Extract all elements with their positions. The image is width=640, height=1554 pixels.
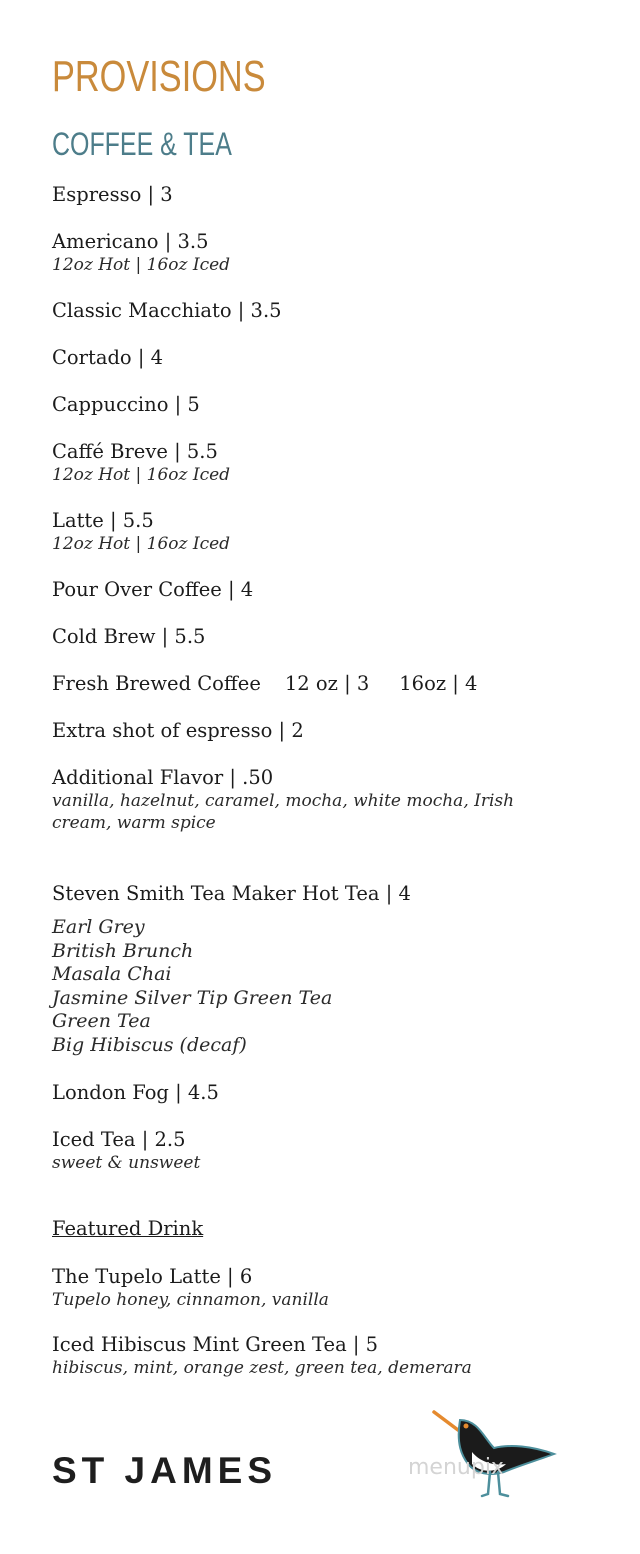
menu-item-london-fog bbox=[52, 1081, 219, 1105]
watermark-text: menupix bbox=[408, 1455, 504, 1480]
page-title: PROVISIONS bbox=[52, 52, 266, 101]
featured-item-hibiscus-tea bbox=[52, 1333, 472, 1379]
item-name: Cappuccino | 5 bbox=[52, 393, 200, 416]
tea-list bbox=[52, 916, 332, 1057]
menu-item-extra-shot bbox=[52, 719, 304, 743]
item-desc-line: cream, warm spice bbox=[52, 813, 216, 833]
item-name: Iced Tea | 2.5 bbox=[52, 1128, 186, 1151]
menu-item-cappuccino bbox=[52, 393, 200, 417]
item-desc: Tupelo honey, cinnamon, vanilla bbox=[52, 1290, 329, 1310]
menu-item-espresso bbox=[52, 183, 173, 207]
menu-item-pour-over bbox=[52, 578, 253, 602]
item-name bbox=[52, 672, 477, 696]
item-desc-line: vanilla, hazelnut, caramel, mocha, white mocha, Irish bbox=[52, 791, 515, 811]
item-name: Americano | 3.5 bbox=[52, 230, 209, 253]
item-name: Pour Over Coffee | 4 bbox=[52, 578, 254, 601]
section-title: COFFEE & TEA bbox=[52, 126, 232, 162]
item-name: London Fog | 4.5 bbox=[52, 1081, 219, 1104]
item-desc: 12oz Hot | 16oz Iced bbox=[52, 534, 231, 554]
menu-item-cortado bbox=[52, 346, 163, 370]
item-desc: 12oz Hot | 16oz Iced bbox=[52, 255, 231, 275]
tea-item: Jasmine Silver Tip Green Tea bbox=[52, 986, 333, 1009]
item-name: The Tupelo Latte | 6 bbox=[52, 1265, 253, 1288]
item-desc: hibiscus, mint, orange zest, green tea, demerara bbox=[52, 1358, 472, 1378]
item-name: Cortado | 4 bbox=[52, 346, 164, 369]
tea-item: Earl Grey bbox=[52, 916, 145, 938]
item-name: Extra shot of espresso | 2 bbox=[52, 719, 304, 742]
menu-item-hot-tea bbox=[52, 882, 411, 906]
item-name: Steven Smith Tea Maker Hot Tea | 4 bbox=[52, 882, 411, 905]
menu-item-classic-macchiato bbox=[52, 299, 282, 323]
menu-item-latte bbox=[52, 509, 230, 555]
menu-item-americano bbox=[52, 230, 230, 276]
st-james-logo: ST JAMES bbox=[52, 1450, 278, 1491]
item-name: Cold Brew | 5.5 bbox=[52, 625, 206, 648]
featured-item-tupelo-latte bbox=[52, 1265, 329, 1311]
oystercatcher-bird-icon bbox=[398, 1402, 568, 1506]
item-desc: 12oz Hot | 16oz Iced bbox=[52, 465, 231, 485]
menu-item-fresh-brewed bbox=[52, 672, 477, 696]
item-name: Additional Flavor | .50 bbox=[52, 766, 274, 789]
tea-item: British Brunch bbox=[52, 939, 194, 962]
tea-item: Masala Chai bbox=[52, 963, 172, 985]
item-name: Latte | 5.5 bbox=[52, 509, 154, 532]
item-name: Iced Hibiscus Mint Green Tea | 5 bbox=[52, 1333, 379, 1356]
item-name: Espresso | 3 bbox=[52, 183, 173, 206]
tea-item: Green Tea bbox=[52, 1010, 151, 1032]
menu-item-cold-brew bbox=[52, 625, 205, 649]
item-desc: sweet & unsweet bbox=[52, 1153, 201, 1173]
item-name-text: Fresh Brewed Coffee bbox=[52, 672, 261, 695]
menu-item-additional-flavor bbox=[52, 766, 514, 834]
price-12oz: 12 oz | 3 bbox=[284, 672, 370, 695]
tea-item: Big Hibiscus (decaf) bbox=[52, 1033, 247, 1056]
item-name: Caffé Breve | 5.5 bbox=[52, 440, 218, 463]
item-name: Classic Macchiato | 3.5 bbox=[52, 299, 282, 322]
price-16oz: 16oz | 4 bbox=[399, 672, 478, 695]
menu-item-iced-tea bbox=[52, 1128, 200, 1174]
menu-item-caffe-breve bbox=[52, 440, 230, 486]
featured-heading: Featured Drink bbox=[52, 1217, 204, 1240]
